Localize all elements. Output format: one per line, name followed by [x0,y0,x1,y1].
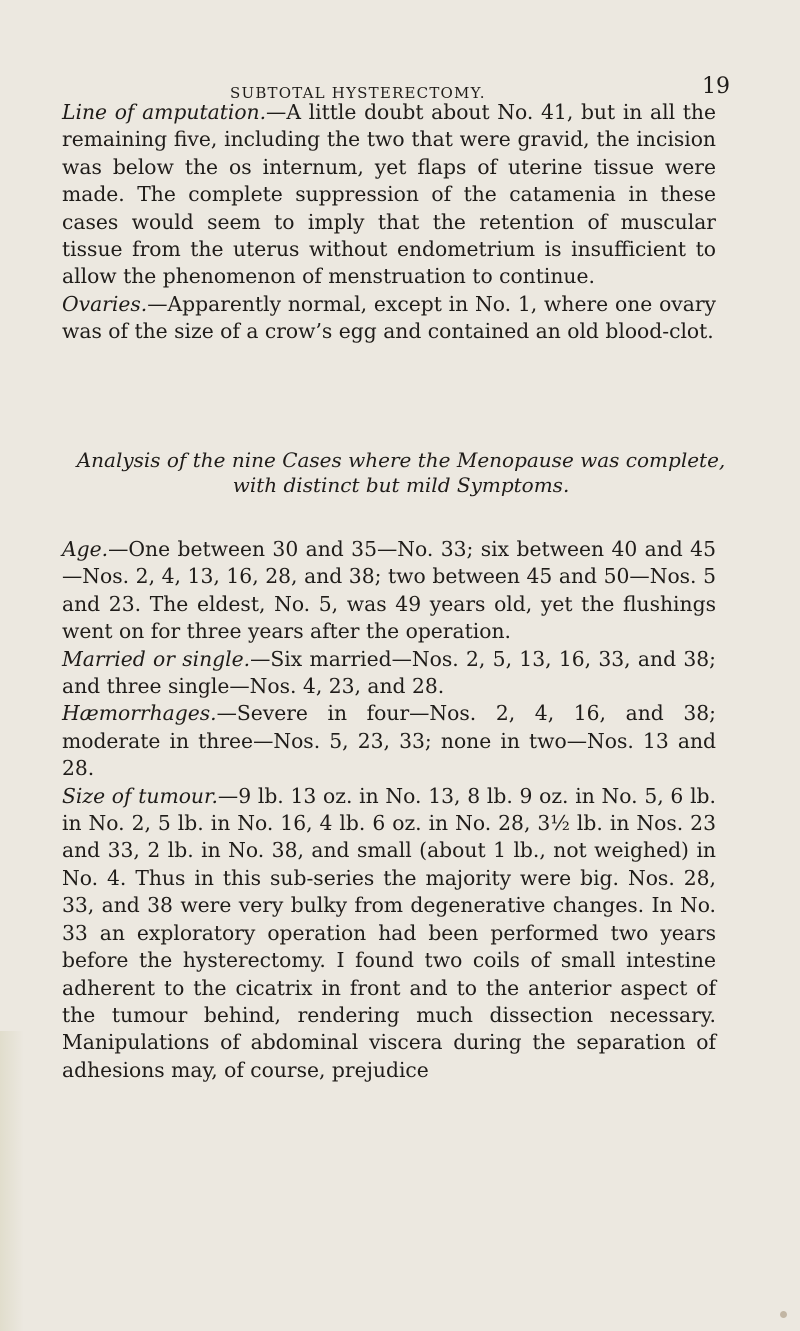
tumour-size-paragraph [62,783,716,1084]
analysis-text-block [62,536,716,1084]
married-single-paragraph [62,646,716,701]
tumour-size-caption: Size of tumour. [62,783,218,808]
analysis-section-heading: Analysis of the nine Cases where the Menopause was complete, with distinct but mild Symptoms. [76,448,726,497]
haemorrhages-paragraph [62,700,716,782]
haemorrhages-text: —Severe in four—Nos. 2, 4, 16, and 38; moderate in three—Nos. 5, 23, 33; none in two—Nos. 13 and 28. [62,701,716,781]
ovaries-paragraph [62,291,716,346]
line-of-amputation-paragraph [62,99,716,291]
age-caption: Age. [62,537,109,561]
paper-spot [780,1311,787,1318]
age-text: —One between 30 and 35—No. 33; six between 40 and 45—Nos. 2, 4, 13, 16, 28, and 38; two between 45 and 50—Nos. 5 and 23. The eldest, No. 5, was 49 years old, yet the flushings went on for three years after the operation. [62,537,716,644]
married-single-text: —Six married—Nos. 2, 5, 13, 16, 33, and 38; and three single—Nos. 4, 23, and 28. [62,646,716,699]
paper-stain [0,1031,24,1331]
page-number: 19 [702,74,730,99]
haemorrhages-caption: Hæmorrhages. [62,701,217,726]
tumour-size-text: —9 lb. 13 oz. in No. 13, 8 lb. 9 oz. in No. 5, 6 lb. in No. 2, 5 lb. in No. 16, 4 lb. 6 oz. in No. 28, 3½ lb. in Nos. 23 and 33, 2 lb. in No. 38, and small (about 1 lb., not weighed) in No. 4. Thus in this sub-series the majority were big. Nos. 28, 33, and 38 were very bulky from degenerative changes. In No. 33 an exploratory operation had been performed two years before the hysterectomy. I found two coils of small intestine adherent to the cicatrix in front and to the anterior aspect of the tumour behind, rendering much dissection necessary. Manipulations of abdominal viscera during the separation of adhesions may, of course, prejudice [62,783,716,1082]
ovaries-caption: Ovaries. [62,291,148,316]
age-paragraph [62,536,716,646]
line-of-amputation-text: —A little doubt about No. 41, but in all the remaining five, including the two that were gravid, the incision was below the os internum, yet flaps of uterine tissue were made. The complete suppression of the catamenia in these cases would seem to imply that the retention of muscular tissue from the uterus without endometrium is insufficient to allow the phenomenon of menstruation to continue. [62,100,716,289]
running-head: SUBTOTAL HYSTERECTOMY. [230,84,486,102]
married-single-caption: Married or single. [62,646,251,671]
line-of-amputation-caption: Line of amputation. [62,100,267,124]
ovaries-text: —Apparently normal, except in No. 1, where one ovary was of the size of a crow’s egg and contained an old blood-clot. [62,291,716,344]
upper-text-block [62,99,716,346]
